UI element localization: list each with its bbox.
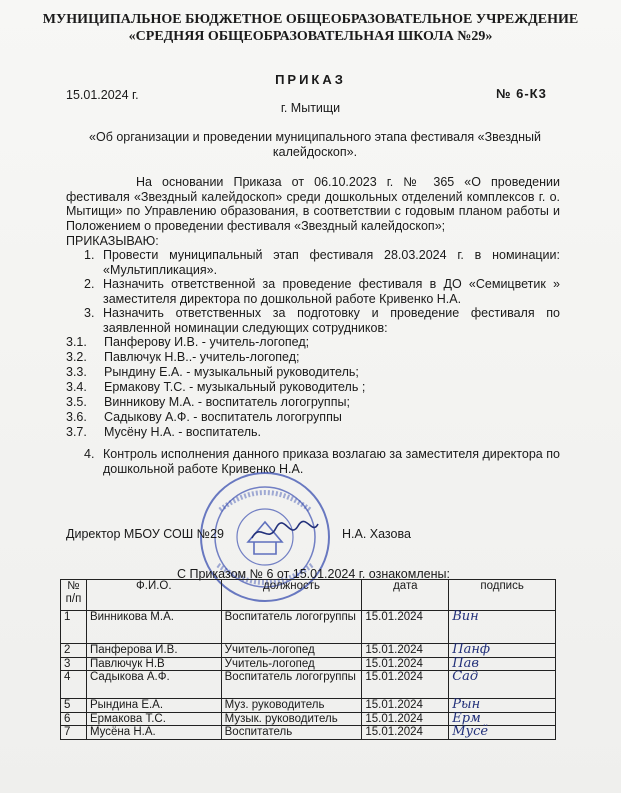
order-title: ПРИКАЗ <box>275 72 346 87</box>
order-items-list <box>66 248 560 335</box>
order-item: 2. Назначить ответственной за проведение фестиваля в ДО «Семицветик » заместителя директора по дошкольной работе Кривенко Н.А. <box>84 277 560 306</box>
col-header-name: Ф.И.О. <box>86 580 221 611</box>
col-header-position: должность <box>221 580 362 611</box>
handwritten-signature: Панф <box>452 642 491 657</box>
order-item: 3. Назначить ответственных за подготовку и проведение фестиваля по заявленной номинации следующих сотрудников: <box>84 306 560 335</box>
table-row: 5 Рындина Е.А. Муз. руководитель 15.01.2024 Рын <box>61 699 556 713</box>
signature-cell <box>449 671 556 699</box>
staff-item: 3.6. Садыкову А.Ф. - воспитатель логогруппы <box>66 410 342 424</box>
staff-item: 3.2. Павлючук Н.В..- учитель-логопед; <box>66 350 300 364</box>
handwritten-signature: Вин <box>452 609 479 624</box>
staff-item: 3.1. Панферову И.В. - учитель-логопед; <box>66 335 310 349</box>
staff-item: 3.5. Винникову М.А. - воспитатель логогруппы; <box>66 395 350 409</box>
table-row: 7 Мусёна Н.А. Воспитатель 15.01.2024 Мусё <box>61 726 556 740</box>
ack-table <box>60 579 556 740</box>
handwritten-signature: Рын <box>452 697 481 712</box>
col-header-signature: подпись <box>449 580 556 611</box>
staff-item: 3.7. Мусёну Н.А. - воспитатель. <box>66 425 262 439</box>
director-name: Н.А. Хазова <box>342 527 411 541</box>
director-label: Директор МБОУ СОШ №29 <box>66 527 224 541</box>
handwritten-signature: Пав <box>452 655 479 671</box>
org-name-line1: МУНИЦИПАЛЬНОЕ БЮДЖЕТНОЕ ОБЩЕОБРАЗОВАТЕЛЬНОЕ УЧРЕЖДЕНИЕ <box>42 12 579 27</box>
table-row: 2 Панферова И.В. Учитель-логопед 15.01.2024 Панф <box>61 644 556 658</box>
control-item: 4. Контроль исполнения данного приказа возлагаю за заместителя директора по дошкольной работе Кривенко Н.А. <box>84 447 560 476</box>
staff-item: 3.4. Ермакову Т.С. - музыкальный руководитель ; <box>66 380 366 394</box>
order-basis-text: На основании Приказа от 06.10.2023 г. № 365 «О проведении фестиваля «Звездный калейдоскоп» среди дошкольных отделений комплексов г. о. Мытищи» по Управлению образования, в соответствии с годовым планом работы и Положением о проведении фестиваля «Звездный калейдоскоп»; <box>66 175 560 233</box>
handwritten-signature: Ерм <box>452 710 481 726</box>
order-topic: «Об организации и проведении муниципального этапа фестиваля «Звездный калейдоскоп». <box>89 130 541 159</box>
director-signature <box>250 518 320 546</box>
table-row: 3 Павлючук Н.В Учитель-логопед 15.01.2024 Пав <box>61 657 556 671</box>
order-date: 15.01.2024 г. <box>66 88 139 102</box>
table-row: 1 Винникова М.А. Воспитатель логогруппы 15.01.2024 Вин <box>61 611 556 644</box>
table-row: 4 Садыкова А.Ф. Воспитатель логогруппы 15.01.2024 Сад <box>61 671 556 699</box>
signature-cell <box>449 726 556 740</box>
org-name-line2: «СРЕДНЯЯ ОБЩЕОБРАЗОВАТЕЛЬНАЯ ШКОЛА №29» <box>128 29 493 44</box>
handwritten-signature: Сад <box>452 669 479 684</box>
order-city: г. Мытищи <box>280 101 341 115</box>
order-item: 1. Провести муниципальный этап фестиваля 28.03.2024 г. в номинации: «Мультипликация». <box>84 248 560 277</box>
ack-title: С Приказом № 6 от 15.01.2024 г. ознакомлены: <box>177 567 450 581</box>
table-row: 6 Ермакова Т.С. Музык. руководитель 15.01.2024 Ерм <box>61 712 556 726</box>
handwritten-signature: Мусё <box>452 724 489 739</box>
order-decree: ПРИКАЗЫВАЮ: <box>66 234 159 248</box>
ack-table-header-row <box>61 580 556 611</box>
col-header-num: № п/п <box>61 580 87 611</box>
staff-item: 3.3. Рындину Е.А. - музыкальный руководитель; <box>66 365 359 379</box>
col-header-date: дата <box>362 580 449 611</box>
order-number: № 6-К3 <box>496 86 547 101</box>
order-basis <box>66 175 560 233</box>
signature-cell <box>449 611 556 644</box>
staff-list <box>66 335 466 440</box>
